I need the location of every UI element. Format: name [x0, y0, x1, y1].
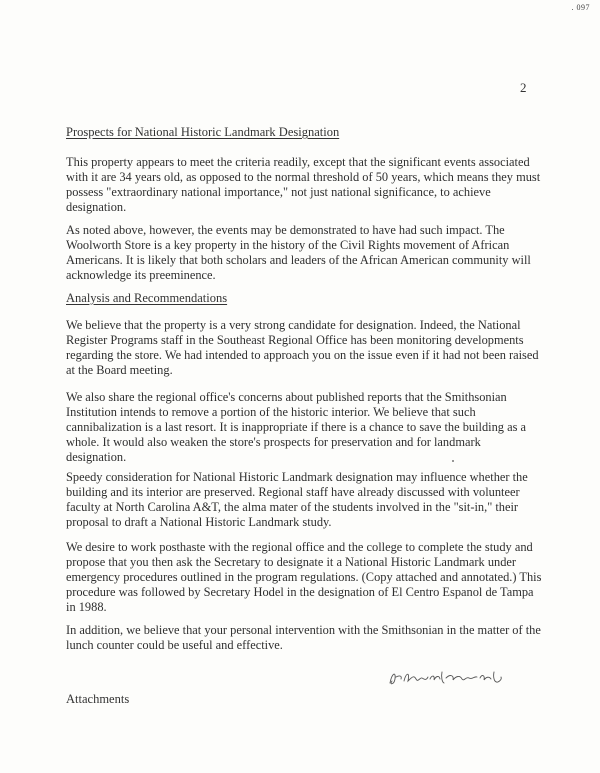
paragraph-7: In addition, we believe that your personal intervention with the Smithsonian in the matter of the lunch counter could be useful and effective. — [66, 623, 541, 652]
heading-analysis: Analysis and Recommendations — [66, 291, 228, 305]
archive-stamp: . 097 — [571, 3, 590, 12]
paragraph-6: We desire to work posthaste with the regional office and the college to complete the study and propose that you then ask the Secretary to designate it a National Historic Landmark under emergency procedures outlined in the program regulations. (Copy attached and annotated.) This procedure was followed by Secretary Hodel in the designation of El Centro Espanol de Tampa in 1988. — [66, 540, 542, 614]
attachments-label: Attachments — [66, 692, 130, 706]
handwritten-signature — [386, 663, 506, 693]
heading-prospects: Prospects for National Historic Landmark Designation — [66, 125, 340, 139]
paragraph-2: As noted above, however, the events may be demonstrated to have had such impact. The Woolworth Store is a key property in the history of the Civil Rights movement of African Americans. It is likely that both scholars and leaders of the African American community will acknowledge its preeminence. — [66, 223, 531, 282]
scan-speck — [452, 460, 454, 462]
paragraph-1: This property appears to meet the criteria readily, except that the significant events associated with it are 34 years old, as opposed to the normal threshold of 50 years, which means they must possess "extraordinary national importance," not just national significance, to achieve designation. — [66, 155, 541, 214]
page-number: 2 — [520, 80, 527, 95]
paragraph-5: Speedy consideration for National Historic Landmark designation may influence whether the building and its interior are preserved. Regional staff have already discussed with volunteer faculty at North Carolina A&T, the alma mater of the students involved in the "sit-in," their proposal to draft a National Historic Landmark study. — [66, 470, 528, 529]
paragraph-3: We believe that the property is a very strong candidate for designation. Indeed, the National Register Programs staff in the Southeast Regional Office has been monitoring developments regarding the store. We had intended to approach you on the issue even if it had not been raised at the Board meeting. — [66, 318, 539, 377]
paragraph-4: We also share the regional office's concerns about published reports that the Smithsonian Institution intends to remove a portion of the historic interior. We believe that such cannibalization is a last resort. It is inappropriate if there is a chance to save the building as a whole. It would also weaken the store's prospects for preservation and for landmark designation. — [66, 390, 527, 464]
